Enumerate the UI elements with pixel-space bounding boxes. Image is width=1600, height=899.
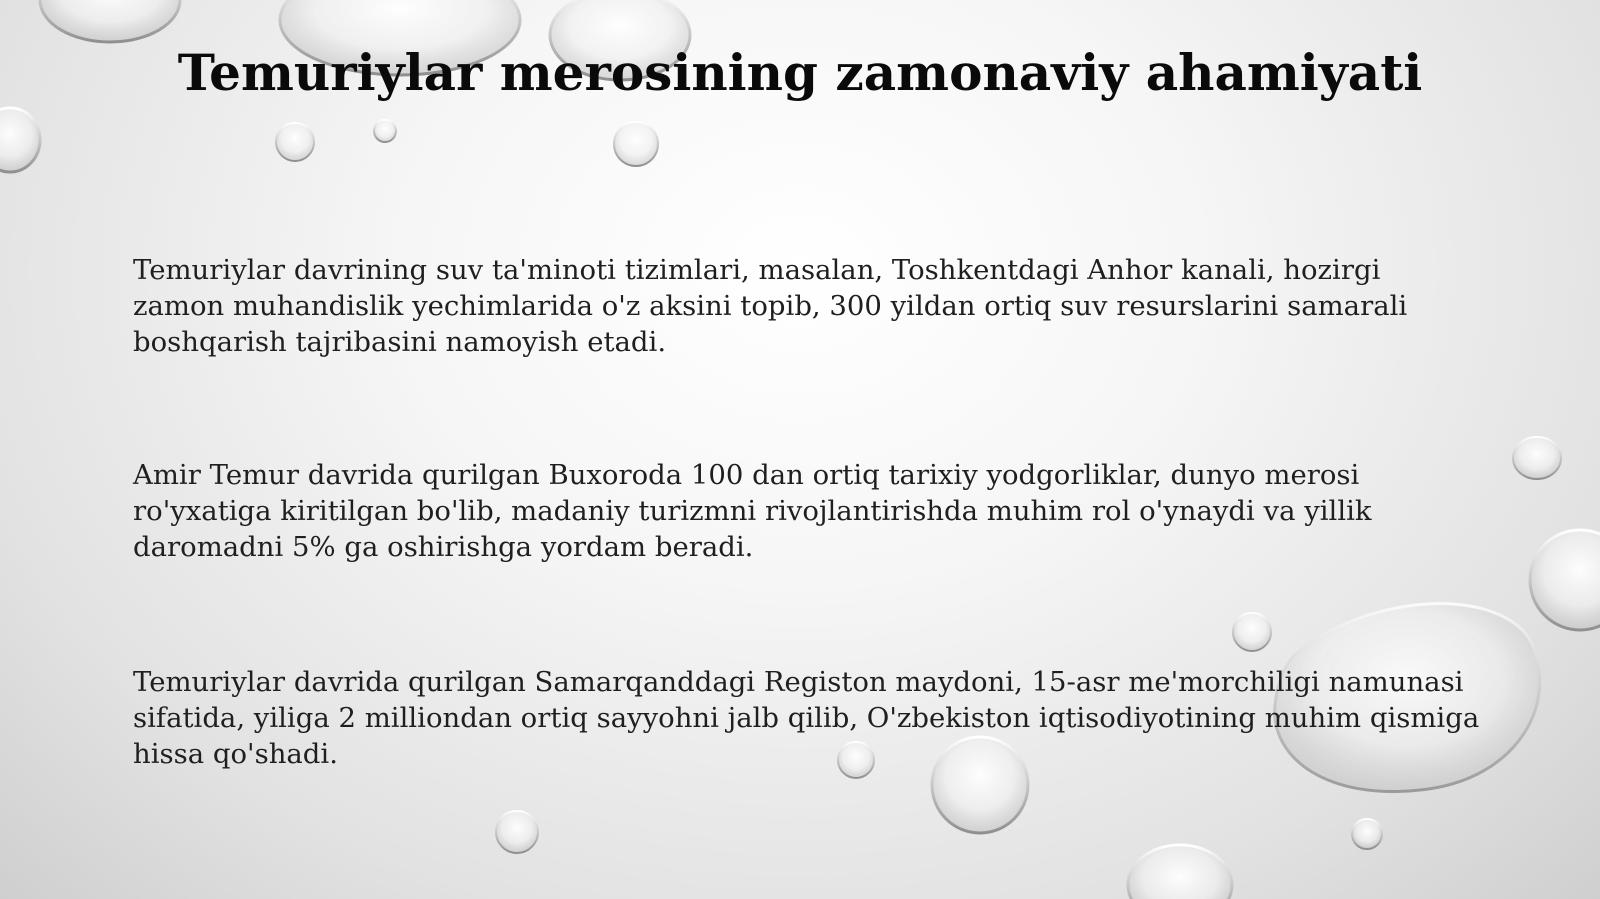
paragraph-bukhara-monuments: Amir Temur davrida qurilgan Buxoroda 100 dan ortiq tarixiy yodgorliklar, dunyo merosi ro'yxatiga kiritilgan bo'lib, madaniy turizmni rivojlantirishda muhim rol o'ynaydi va yillik daromadni 5% ga oshirishga yordam beradi. xyxy=(133,459,1372,563)
water-drop xyxy=(1128,845,1232,899)
water-drop xyxy=(1352,819,1382,849)
water-drop xyxy=(0,108,40,172)
water-drop xyxy=(1530,530,1600,630)
paragraph-registan-square: Temuriylar davrida qurilgan Samarqanddagi Registon maydoni, 15-asr me'morchiligi namunasi sifatida, yiliga 2 milliondan ortiq sayyohni jalb qilib, O'zbekiston iqtisodiyotining muhim qismiga hissa qo'shadi. xyxy=(133,666,1480,770)
water-drop xyxy=(374,120,396,142)
paragraph-water-supply: Temuriylar davrining suv ta'minoti tizimlari, masalan, Toshkentdagi Anhor kanali, hozirgi zamon muhandislik yechimlarida o'z aksini topib, 300 yildan ortiq suv resurslarini samarali boshqarish tajribasini namoyish etadi. xyxy=(133,254,1408,358)
water-drop xyxy=(496,811,538,853)
slide-title: Temuriylar merosining zamonaviy ahamiyati xyxy=(177,43,1423,102)
water-drop xyxy=(614,122,658,166)
water-drop xyxy=(1233,613,1271,651)
water-drop xyxy=(40,0,180,42)
water-drop xyxy=(276,123,314,161)
